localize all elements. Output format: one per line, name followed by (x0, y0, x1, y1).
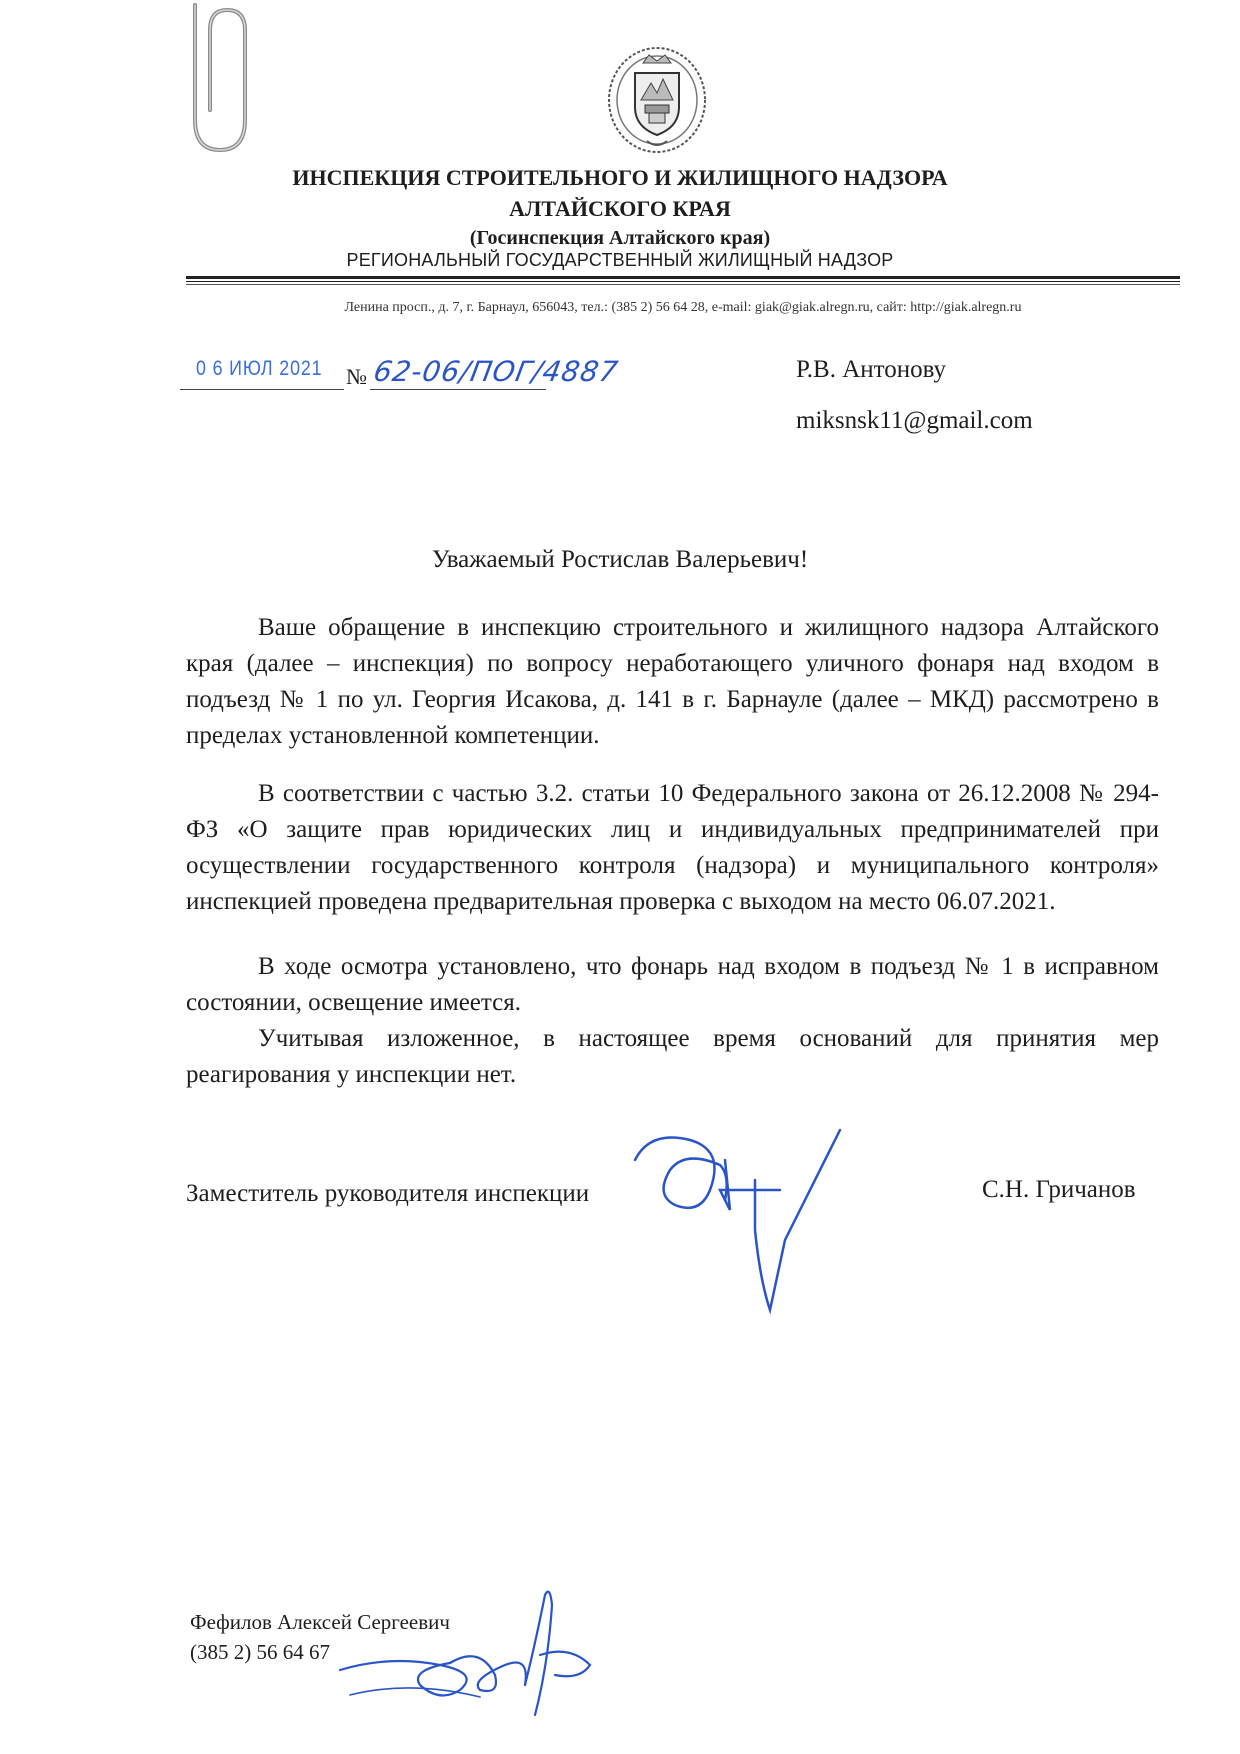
header-divider (186, 276, 1180, 279)
header-divider-thin-2 (186, 284, 1180, 285)
handwritten-signature-icon (630, 1120, 880, 1320)
executor-name: Фефилов Алексей Сергеевич (190, 1610, 450, 1634)
letter-paragraph: В соответствии с частью 3.2. статьи 10 Федерального закона от 26.12.2008 № 294-ФЗ «О защите прав юридических лиц и индивидуальных предпринимателей при осуществлении государственного контроля (надзора) и муниципального контроля» инспекцией проведена предварительная проверка с выходом на место 06.07.2021. (186, 780, 1159, 915)
signer-title: Заместитель руководителя инспекции (186, 1180, 590, 1207)
letter-paragraph: В ходе осмотра установлено, что фонарь над входом в подъезд № 1 в исправном состоянии, освещение имеется. (186, 953, 1159, 1016)
executor-phone: (385 2) 56 64 67 (190, 1640, 330, 1664)
altai-coat-of-arms-icon (605, 45, 710, 155)
recipient-name: Р.В. Антонову (796, 356, 947, 383)
organization-contacts: Ленина просп., д. 7, г. Барнаул, 656043, тел.: (385 2) 56 64 28, e-mail: giak@giak.alregn.ru, сайт: http://giak.alregn.ru (344, 300, 1022, 315)
recipient-email: miksnsk11@gmail.com (796, 407, 1033, 434)
organization-name-line-1: ИНСПЕКЦИЯ СТРОИТЕЛЬНОГО И ЖИЛИЩНОГО НАДЗОРА (292, 165, 948, 190)
registration-date-stamp: 0 6 ИЮЛ 2021 (196, 357, 323, 380)
salutation: Уважаемый Ростислав Валерьевич! (431, 546, 809, 573)
header-divider-thin (186, 281, 1180, 282)
letter-paragraph: Ваше обращение в инспекцию строительного и жилищного надзора Алтайского края (далее – инспекция) по вопросу неработающего уличного фонаря над входом в подъезд № 1 по ул. Георгия Исакова, д. 141 в г. Барнауле (далее – МКД) рассмотрено в пределах установленной компетенции. (186, 614, 1159, 749)
paperclip-icon (165, 0, 255, 160)
signer-name: С.Н. Гричанов (982, 1176, 1136, 1203)
organization-short-name: (Госинспекция Алтайского края) (469, 227, 771, 249)
executor-signature-icon (330, 1585, 630, 1725)
date-underline (180, 389, 344, 390)
organization-department: РЕГИОНАЛЬНЫЙ ГОСУДАРСТВЕННЫЙ ЖИЛИЩНЫЙ НАДЗОР (346, 250, 894, 270)
number-sign: № (346, 364, 367, 389)
number-underline (370, 389, 546, 390)
letter-paragraph: Учитывая изложенное, в настоящее время оснований для принятия мер реагирования у инспекции нет. (186, 1025, 1159, 1088)
outgoing-number-handwritten: 62-06/ПОГ/4887 (371, 355, 622, 388)
organization-name-line-2: АЛТАЙСКОГО КРАЯ (509, 196, 731, 221)
